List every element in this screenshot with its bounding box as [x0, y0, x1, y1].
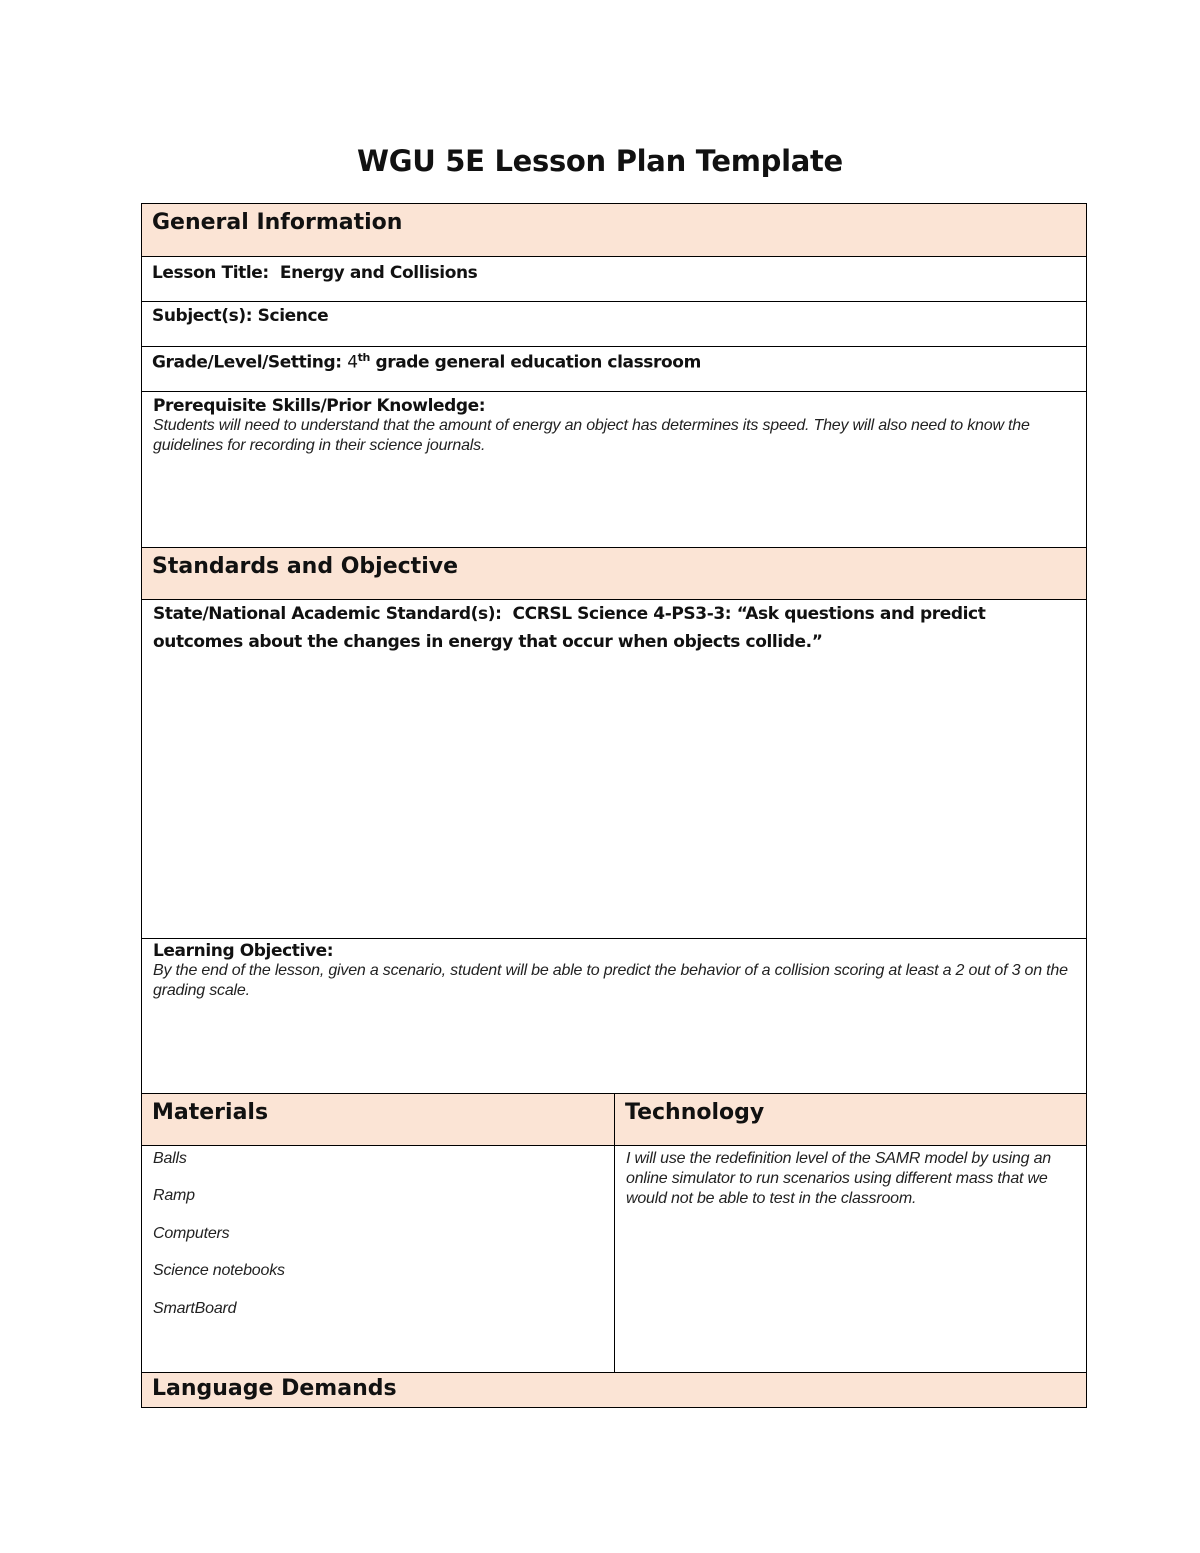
standard-paragraph — [153, 600, 1076, 656]
technology-content — [614, 1145, 1087, 1373]
standard-text: CCRSL Science 4-PS3-3: “Ask questions and predict outcomes about the changes in energy that occur when objects collide.” — [153, 604, 986, 652]
list-item: Balls — [153, 1150, 187, 1167]
grade-row — [141, 346, 1087, 392]
general-information-heading: General Information — [152, 210, 403, 235]
subjects-row — [141, 301, 1087, 347]
language-demands-header — [141, 1372, 1087, 1408]
grade-rest: grade general education classroom — [375, 352, 701, 373]
grade-suffix: th — [357, 351, 370, 364]
materials-list — [141, 1145, 615, 1373]
list-item: SmartBoard — [153, 1300, 237, 1317]
standard-section — [141, 599, 1087, 939]
learning-objective-section — [141, 938, 1087, 1094]
grade-label: Grade/Level/Setting: — [152, 352, 342, 373]
learning-objective-text: By the end of the lesson, given a scenario, student will be able to predict the behavior of a collision scoring at least a 2 out of 3 on the grading scale. — [153, 962, 1068, 999]
prerequisite-section — [141, 391, 1087, 548]
prerequisite-label: Prerequisite Skills/Prior Knowledge: — [153, 396, 486, 416]
lesson-title-label: Lesson Title: — [152, 263, 269, 283]
prerequisite-text: Students will need to understand that the amount of energy an object has determines its speed. They will also need to know the guidelines for recording in their science journals. — [153, 417, 1030, 454]
learning-objective-label: Learning Objective: — [153, 941, 334, 961]
standards-objective-header — [141, 547, 1087, 600]
standard-label: State/National Academic Standard(s): — [153, 604, 502, 624]
document-title: WGU 5E Lesson Plan Template — [357, 144, 843, 178]
list-item: Computers — [153, 1225, 230, 1242]
list-item: Ramp — [153, 1187, 195, 1204]
materials-heading: Materials — [152, 1100, 269, 1125]
lesson-title-row — [141, 256, 1087, 302]
subjects-label: Subject(s): — [152, 306, 253, 326]
general-information-header — [141, 203, 1087, 257]
language-demands-heading: Language Demands — [152, 1376, 397, 1401]
technology-text: I will use the redefinition level of the SAMR model by using an online simulator to run scenarios using different mass that we would not be able to test in the classroom. — [626, 1150, 1051, 1207]
lesson-title-value: Energy and Collisions — [279, 263, 478, 283]
list-item: Science notebooks — [153, 1262, 285, 1279]
grade-number: 4 — [347, 352, 358, 373]
subjects-value: Science — [257, 306, 329, 326]
standards-objective-heading: Standards and Objective — [152, 554, 459, 579]
technology-header — [614, 1093, 1087, 1146]
materials-header — [141, 1093, 615, 1146]
technology-heading: Technology — [625, 1100, 765, 1125]
